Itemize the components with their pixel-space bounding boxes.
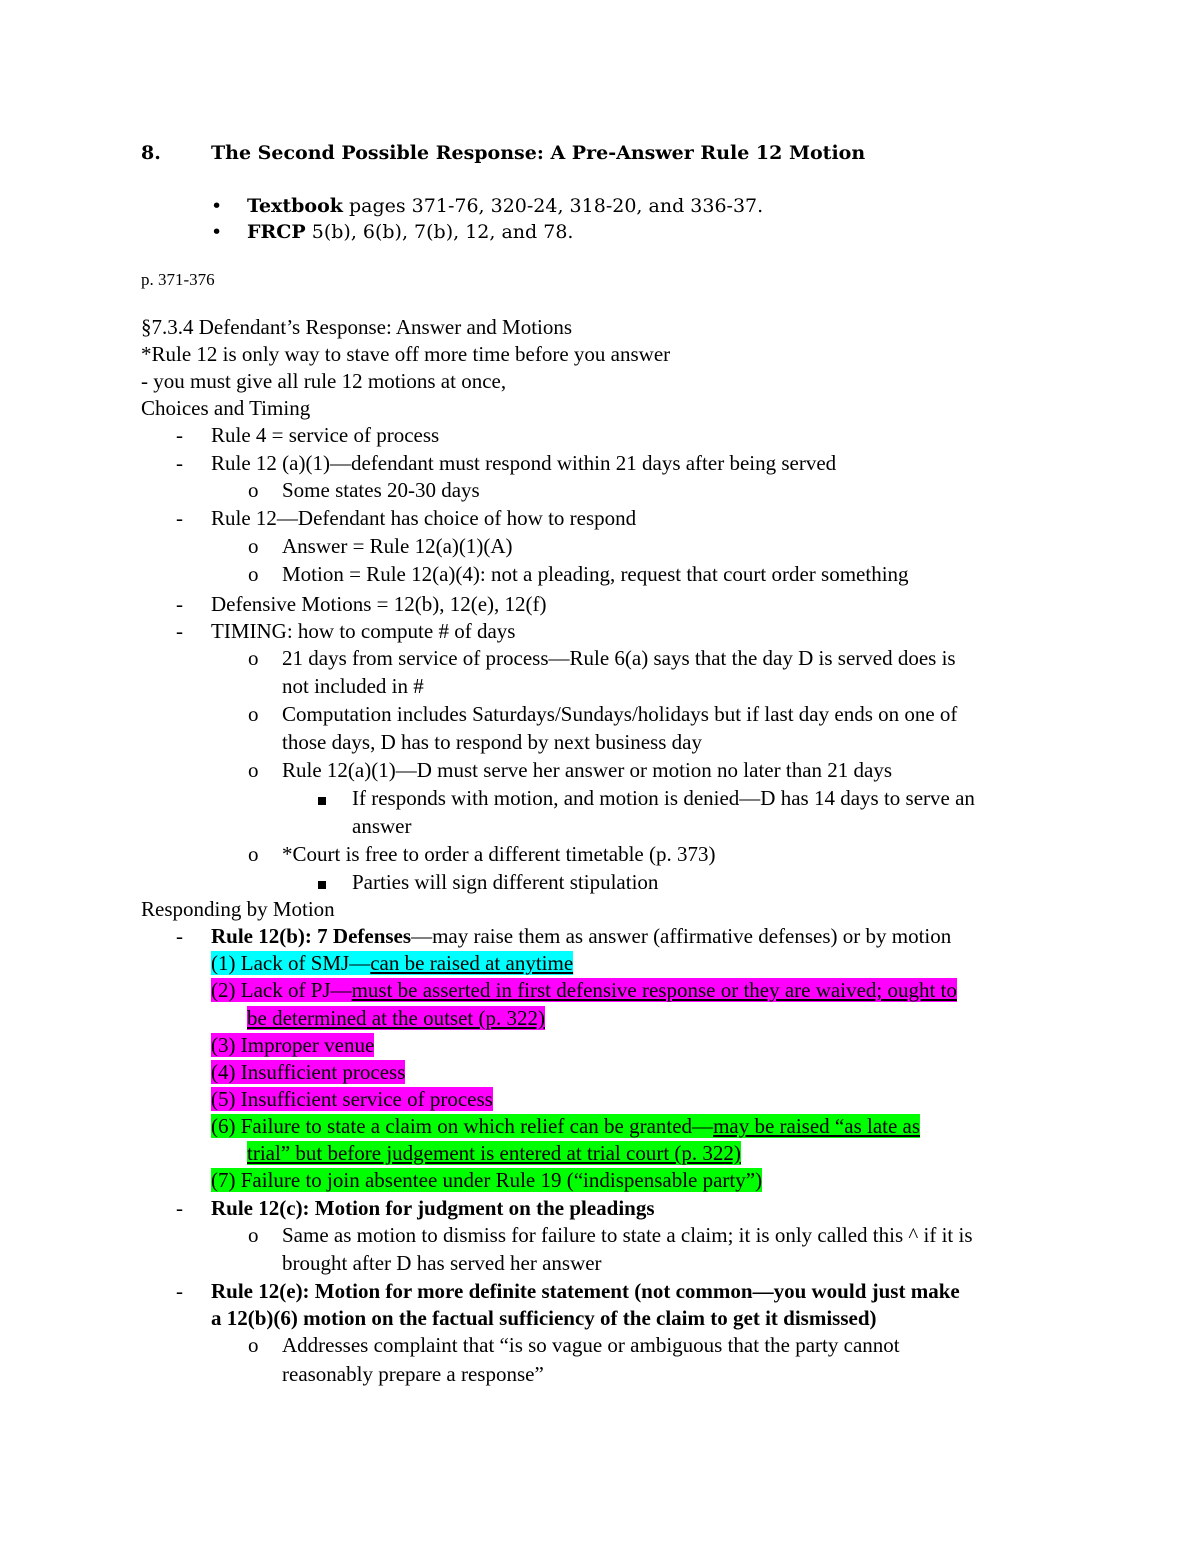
list-item-continued: not included in # bbox=[282, 674, 424, 698]
list-item: Answer = Rule 12(a)(1)(A) bbox=[282, 534, 513, 558]
intro-line: - you must give all rule 12 motions at once, bbox=[141, 369, 507, 393]
circle-bullet-icon: o bbox=[248, 534, 259, 558]
section-number: 8. bbox=[141, 142, 161, 164]
circle-bullet-icon: o bbox=[248, 842, 259, 866]
rule-12e-item: Rule 12(e): Motion for more definite statement (not common—you would just make bbox=[211, 1279, 960, 1303]
list-item: Same as motion to dismiss for failure to state a claim; it is only called this ^ if it is bbox=[282, 1223, 973, 1247]
circle-bullet-icon: o bbox=[248, 562, 259, 586]
section-subtitle: Responding by Motion bbox=[141, 897, 335, 921]
list-item: Rule 12 (a)(1)—defendant must respond within 21 days after being served bbox=[211, 451, 837, 475]
section-title: The Second Possible Response: A Pre-Answer Rule 12 Motion bbox=[211, 142, 866, 164]
circle-bullet-icon: o bbox=[248, 646, 259, 670]
list-item: Rule 12—Defendant has choice of how to respond bbox=[211, 506, 637, 530]
dash-icon: - bbox=[176, 592, 183, 616]
list-item: 21 days from service of process—Rule 6(a) says that the day D is served does is bbox=[282, 646, 956, 670]
defense-4: (4) Insufficient process bbox=[211, 1060, 406, 1084]
defense-1: (1) Lack of SMJ—can be raised at anytime bbox=[211, 951, 574, 975]
dash-icon: - bbox=[176, 619, 183, 643]
list-item: Defensive Motions = 12(b), 12(e), 12(f) bbox=[211, 592, 547, 616]
list-item: Some states 20-30 days bbox=[282, 478, 480, 502]
dash-icon: - bbox=[176, 924, 183, 948]
circle-bullet-icon: o bbox=[248, 1333, 259, 1357]
dash-icon: - bbox=[176, 451, 183, 475]
circle-bullet-icon: o bbox=[248, 758, 259, 782]
list-item: Computation includes Saturdays/Sundays/holidays but if last day ends on one of bbox=[282, 702, 958, 726]
circle-bullet-icon: o bbox=[248, 1223, 259, 1247]
list-item: Rule 12(a)(1)—D must serve her answer or motion no later than 21 days bbox=[282, 758, 893, 782]
rule-12e-item-continued: a 12(b)(6) motion on the factual sufficiency of the claim to get it dismissed) bbox=[211, 1306, 877, 1330]
defense-2: (2) Lack of PJ—must be asserted in first defensive response or they are waived; ought to bbox=[211, 978, 957, 1002]
intro-line: Choices and Timing bbox=[141, 396, 311, 420]
list-item: *Court is free to order a different timetable (p. 373) bbox=[282, 842, 716, 866]
dash-icon: - bbox=[176, 1196, 183, 1220]
list-item-continued: reasonably prepare a response” bbox=[282, 1362, 544, 1386]
list-item: Addresses complaint that “is so vague or ambiguous that the party cannot bbox=[282, 1333, 900, 1357]
list-item-continued: answer bbox=[352, 814, 412, 838]
list-item: Rule 4 = service of process bbox=[211, 423, 440, 447]
intro-line: §7.3.4 Defendant’s Response: Answer and Motions bbox=[141, 315, 573, 339]
bullet-icon: • bbox=[211, 221, 223, 243]
list-item: If responds with motion, and motion is denied—D has 14 days to serve an bbox=[352, 786, 975, 810]
list-item: TIMING: how to compute # of days bbox=[211, 619, 516, 643]
list-item: Parties will sign different stipulation bbox=[352, 870, 659, 894]
dash-icon: - bbox=[176, 1279, 183, 1303]
reading-item: Textbook pages 371-76, 320-24, 318-20, and 336-37. bbox=[247, 195, 764, 217]
defense-3: (3) Improper venue bbox=[211, 1033, 375, 1057]
circle-bullet-icon: o bbox=[248, 702, 259, 726]
defense-6-continued: trial” but before judgement is entered at trial court (p. 322) bbox=[247, 1141, 741, 1165]
circle-bullet-icon: o bbox=[248, 478, 259, 502]
bullet-icon: • bbox=[211, 195, 223, 217]
dash-icon: - bbox=[176, 506, 183, 530]
square-bullet-icon bbox=[318, 786, 326, 811]
reading-item: FRCP 5(b), 6(b), 7(b), 12, and 78. bbox=[247, 221, 574, 243]
page-reference: p. 371-376 bbox=[141, 270, 215, 289]
dash-icon: - bbox=[176, 423, 183, 447]
defense-6: (6) Failure to state a claim on which relief can be granted—may be raised “as late as bbox=[211, 1114, 921, 1138]
rule-12b-item: Rule 12(b): 7 Defenses—may raise them as answer (affirmative defenses) or by motion bbox=[211, 924, 952, 948]
intro-line: *Rule 12 is only way to stave off more time before you answer bbox=[141, 342, 671, 366]
list-item-continued: brought after D has served her answer bbox=[282, 1251, 602, 1275]
rule-12c-item: Rule 12(c): Motion for judgment on the pleadings bbox=[211, 1196, 655, 1220]
list-item-continued: those days, D has to respond by next business day bbox=[282, 730, 702, 754]
list-item: Motion = Rule 12(a)(4): not a pleading, request that court order something bbox=[282, 562, 909, 586]
defense-2-continued: be determined at the outset (p. 322) bbox=[247, 1006, 545, 1030]
defense-5: (5) Insufficient service of process bbox=[211, 1087, 493, 1111]
defense-7: (7) Failure to join absentee under Rule 19 (“indispensable party”) bbox=[211, 1168, 763, 1192]
square-bullet-icon bbox=[318, 870, 326, 895]
